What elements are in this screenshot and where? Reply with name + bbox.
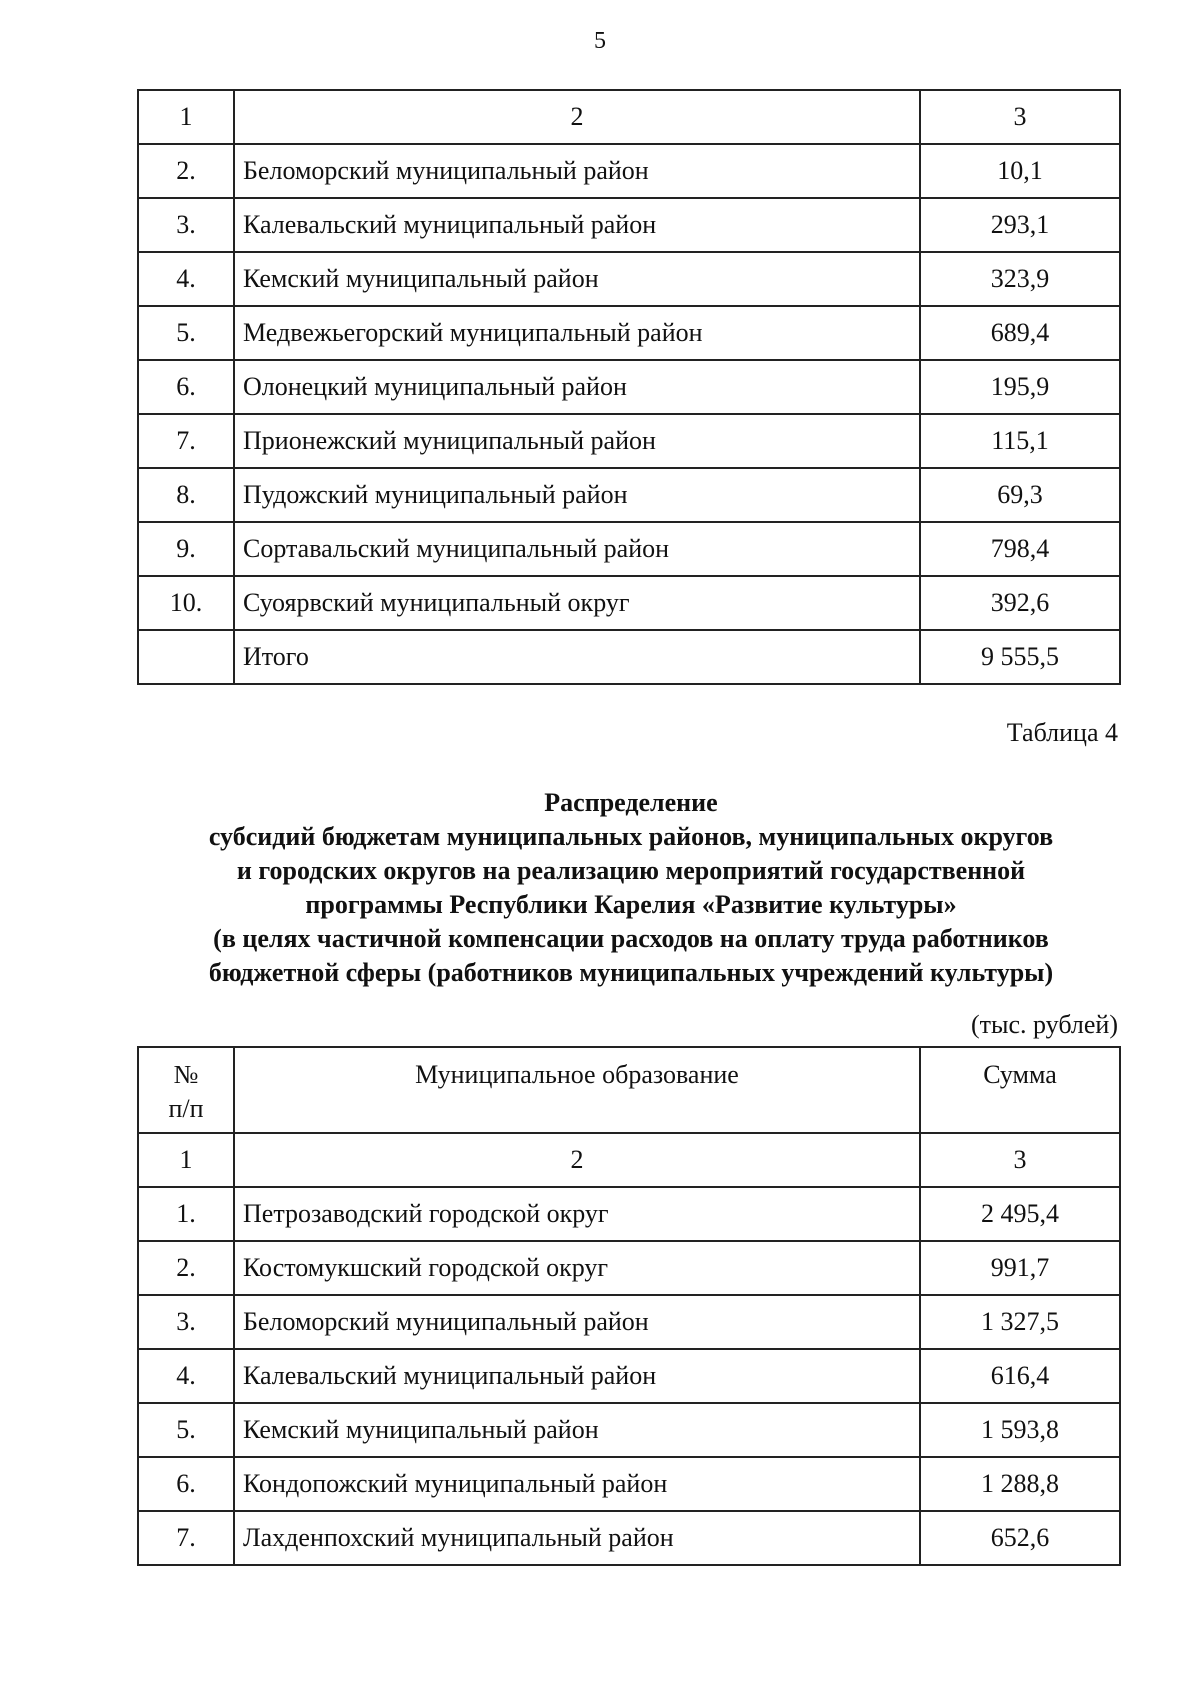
row-number: 8. bbox=[138, 468, 234, 522]
header-sum: Сумма bbox=[920, 1047, 1120, 1133]
municipality-name: Суоярвский муниципальный округ bbox=[234, 576, 920, 630]
row-number: 1. bbox=[138, 1187, 234, 1241]
table-row bbox=[138, 1349, 1120, 1403]
table-4-label: Таблица 4 bbox=[1006, 718, 1118, 747]
row-number: 2. bbox=[138, 144, 234, 198]
table-row bbox=[138, 1457, 1120, 1511]
municipality-name: Калевальский муниципальный район bbox=[234, 198, 920, 252]
row-number: 4. bbox=[138, 252, 234, 306]
colnum-1: 1 bbox=[138, 90, 234, 144]
amount: 616,4 bbox=[920, 1349, 1120, 1403]
table-row bbox=[138, 198, 1120, 252]
header-number bbox=[138, 1047, 234, 1133]
colnum-2: 2 bbox=[234, 1133, 920, 1187]
title-line: бюджетной сферы (работников муниципальных учреждений культуры) bbox=[208, 958, 1054, 987]
header-number-line1: № bbox=[173, 1060, 199, 1089]
row-number: 9. bbox=[138, 522, 234, 576]
municipality-name: Кемский муниципальный район bbox=[234, 1403, 920, 1457]
municipality-name: Беломорский муниципальный район bbox=[234, 1295, 920, 1349]
municipality-name: Кондопожский муниципальный район bbox=[234, 1457, 920, 1511]
amount: 2 495,4 bbox=[920, 1187, 1120, 1241]
table-row bbox=[138, 576, 1120, 630]
units-label: (тыс. рублей) bbox=[970, 1010, 1118, 1039]
total-amount: 9 555,5 bbox=[920, 630, 1120, 684]
amount: 195,9 bbox=[920, 360, 1120, 414]
amount: 689,4 bbox=[920, 306, 1120, 360]
total-row bbox=[138, 630, 1120, 684]
municipality-name: Костомукшский городской округ bbox=[234, 1241, 920, 1295]
amount: 652,6 bbox=[920, 1511, 1120, 1565]
table-row bbox=[138, 1295, 1120, 1349]
table-row bbox=[138, 306, 1120, 360]
municipality-name: Пудожский муниципальный район bbox=[234, 468, 920, 522]
header-number-line2: п/п bbox=[168, 1094, 204, 1123]
table-row bbox=[138, 522, 1120, 576]
amount: 1 593,8 bbox=[920, 1403, 1120, 1457]
municipality-name: Кемский муниципальный район bbox=[234, 252, 920, 306]
row-number: 7. bbox=[138, 1511, 234, 1565]
header-row bbox=[138, 1047, 1120, 1133]
title-line: и городских округов на реализацию мероприятий государственной bbox=[236, 856, 1026, 885]
municipality-name: Прионежский муниципальный район bbox=[234, 414, 920, 468]
row-number: 6. bbox=[138, 360, 234, 414]
title-line: программы Республики Карелия «Развитие культуры» bbox=[305, 890, 957, 919]
municipality-name: Олонецкий муниципальный район bbox=[234, 360, 920, 414]
municipality-name: Лахденпохский муниципальный район bbox=[234, 1511, 920, 1565]
colnum-3: 3 bbox=[920, 1133, 1120, 1187]
colnum-3: 3 bbox=[920, 90, 1120, 144]
row-number: 5. bbox=[138, 306, 234, 360]
amount: 1 288,8 bbox=[920, 1457, 1120, 1511]
row-number bbox=[138, 630, 234, 684]
page-number: 5 bbox=[594, 28, 606, 54]
row-number: 4. bbox=[138, 1349, 234, 1403]
amount: 991,7 bbox=[920, 1241, 1120, 1295]
table-4 bbox=[137, 1046, 1121, 1566]
column-number-row bbox=[138, 90, 1120, 144]
municipality-name: Беломорский муниципальный район bbox=[234, 144, 920, 198]
row-number: 3. bbox=[138, 1295, 234, 1349]
amount: 10,1 bbox=[920, 144, 1120, 198]
row-number: 3. bbox=[138, 198, 234, 252]
total-label: Итого bbox=[234, 630, 920, 684]
row-number: 6. bbox=[138, 1457, 234, 1511]
colnum-2: 2 bbox=[234, 90, 920, 144]
header-municipality: Муниципальное образование bbox=[234, 1047, 920, 1133]
title-line: Распределение bbox=[544, 788, 718, 817]
municipality-name: Петрозаводский городской округ bbox=[234, 1187, 920, 1241]
colnum-1: 1 bbox=[138, 1133, 234, 1187]
table-4-title bbox=[0, 786, 1200, 990]
table-row bbox=[138, 360, 1120, 414]
table-row bbox=[138, 1241, 1120, 1295]
amount: 1 327,5 bbox=[920, 1295, 1120, 1349]
table-row bbox=[138, 468, 1120, 522]
amount: 69,3 bbox=[920, 468, 1120, 522]
row-number: 10. bbox=[138, 576, 234, 630]
title-line: (в целях частичной компенсации расходов на оплату труда работников bbox=[213, 924, 1049, 953]
municipality-name: Медвежьегорский муниципальный район bbox=[234, 306, 920, 360]
table-row bbox=[138, 414, 1120, 468]
row-number: 7. bbox=[138, 414, 234, 468]
table-row bbox=[138, 1511, 1120, 1565]
amount: 798,4 bbox=[920, 522, 1120, 576]
table-row bbox=[138, 1187, 1120, 1241]
table-row bbox=[138, 252, 1120, 306]
table-row bbox=[138, 144, 1120, 198]
amount: 323,9 bbox=[920, 252, 1120, 306]
municipality-name: Калевальский муниципальный район bbox=[234, 1349, 920, 1403]
table-row bbox=[138, 1403, 1120, 1457]
amount: 115,1 bbox=[920, 414, 1120, 468]
column-number-row bbox=[138, 1133, 1120, 1187]
amount: 293,1 bbox=[920, 198, 1120, 252]
row-number: 2. bbox=[138, 1241, 234, 1295]
title-line: субсидий бюджетам муниципальных районов, муниципальных округов bbox=[208, 822, 1054, 851]
municipality-name: Сортавальский муниципальный район bbox=[234, 522, 920, 576]
row-number: 5. bbox=[138, 1403, 234, 1457]
amount: 392,6 bbox=[920, 576, 1120, 630]
table-3-continued bbox=[137, 89, 1121, 685]
